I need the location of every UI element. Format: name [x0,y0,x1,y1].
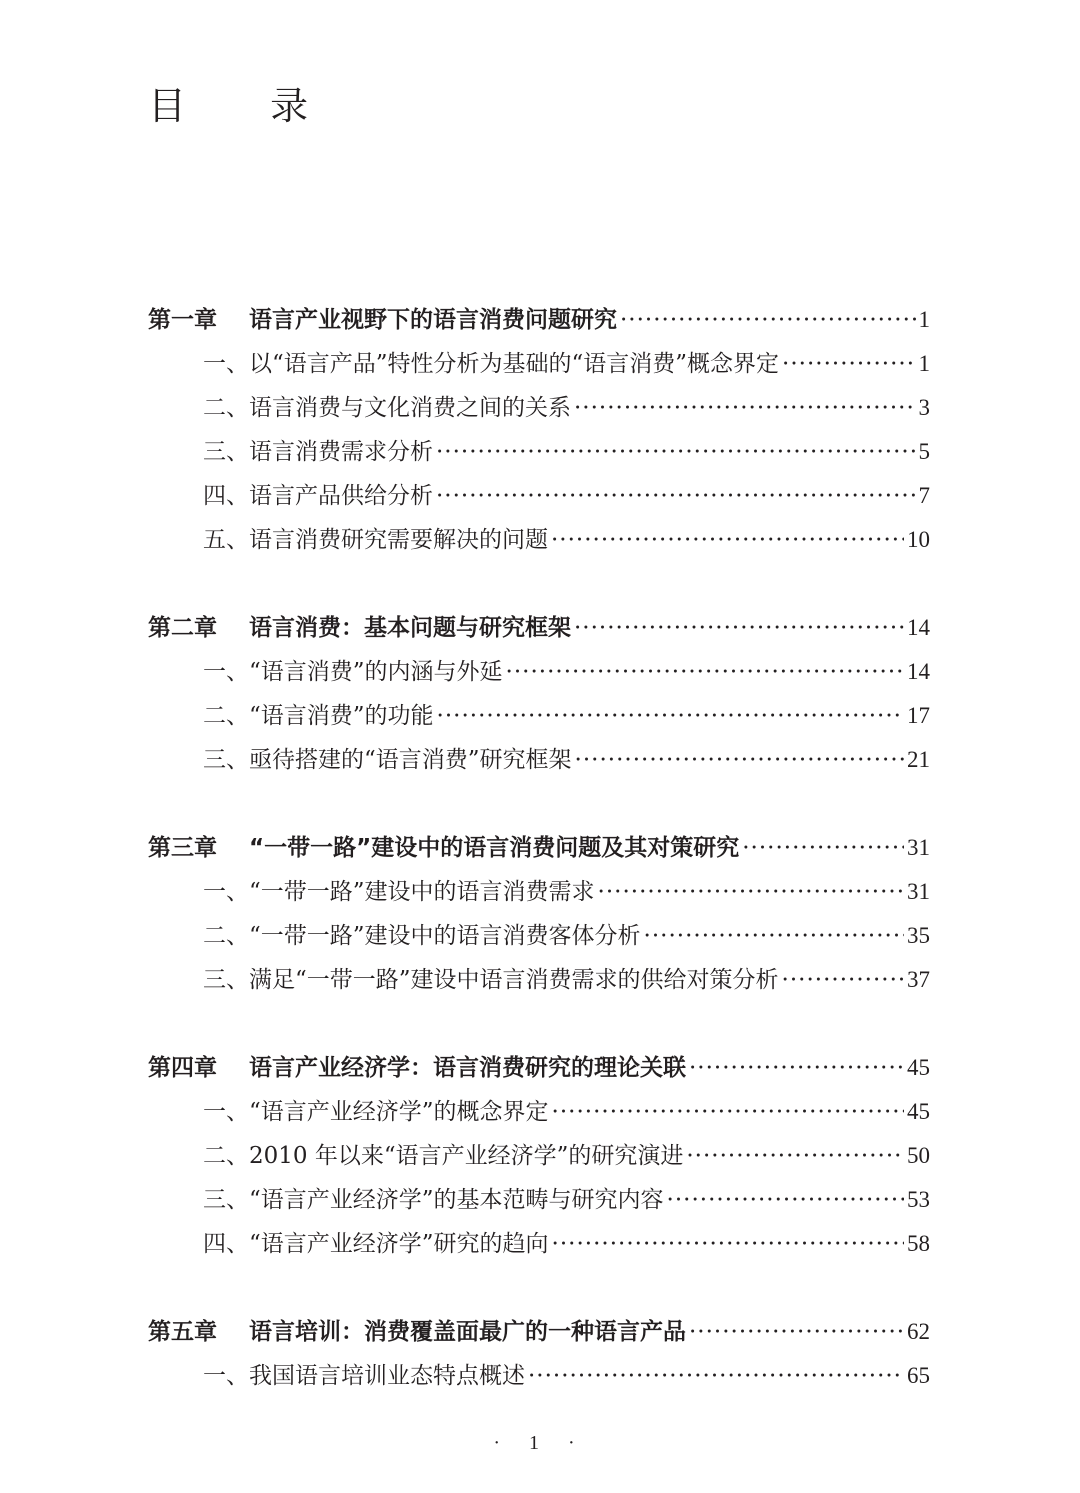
toc-chapter-entry[interactable] [148,606,930,650]
page-number: 35 [907,923,930,948]
page-number: 10 [907,527,930,552]
section-title: 二、“一带一路”建设中的语言消费客体分析 [203,923,641,949]
chapter-title: 语言培训：消费覆盖面最广的一种语言产品 [249,1319,686,1345]
page-number: 1 [918,307,930,332]
chapter-number: 第三章 [148,835,217,861]
chapter-block [148,1046,930,1266]
toc-section-entry[interactable] [148,518,930,562]
page-number: 31 [907,835,930,860]
chapter-title: 语言产业视野下的语言消费问题研究 [249,307,617,333]
dot-leader [528,1354,904,1398]
toc-section-entry[interactable] [148,474,930,518]
dot-leader [551,518,904,562]
page-number: 37 [907,967,930,992]
page-number: 58 [907,1231,930,1256]
dot-leader [574,386,916,430]
section-title: 三、满足“一带一路”建设中语言消费需求的供给对策分析 [203,967,779,993]
page-number: 14 [907,615,930,640]
dot-leader [598,870,904,914]
section-title: 四、语言产品供给分析 [203,483,433,509]
section-title: 一、我国语言培训业态特点概述 [203,1363,525,1389]
page-number: 45 [907,1099,930,1124]
section-title: 二、2010 年以来“语言产业经济学”的研究演进 [203,1143,684,1169]
toc-section-entry[interactable] [148,914,930,958]
dot-leader [575,738,904,782]
toc-section-entry[interactable] [148,342,930,386]
chapter-title: 语言产业经济学：语言消费研究的理论关联 [249,1055,686,1081]
section-title: 一、“语言产业经济学”的概念界定 [203,1099,549,1125]
page-number: 53 [907,1187,930,1212]
dot-leader [436,430,916,474]
toc-section-entry[interactable] [148,1354,930,1398]
dot-leader [437,694,904,738]
dot-leader [644,914,904,958]
section-title: 四、“语言产业经济学”研究的趋向 [203,1231,549,1257]
page-number: 31 [907,879,930,904]
toc-section-entry[interactable] [148,386,930,430]
toc-section-entry[interactable] [148,738,930,782]
page-number: 50 [907,1143,930,1168]
toc-chapter-entry[interactable] [148,826,930,870]
page-number: 45 [907,1055,930,1080]
toc-section-entry[interactable] [148,430,930,474]
page-number: 5 [918,439,930,464]
chapter-title: “一带一路”建设中的语言消费问题及其对策研究 [249,835,740,861]
dot-leader [667,1178,904,1222]
page-number: 17 [907,703,930,728]
dot-leader [506,650,904,694]
page-number: 3 [918,395,930,420]
toc-section-entry[interactable] [148,958,930,1002]
dot-leader [689,1310,904,1354]
dot-leader [574,606,904,650]
dot-leader [782,958,904,1002]
section-title: 一、“语言消费”的内涵与外延 [203,659,503,685]
section-title: 三、亟待搭建的“语言消费”研究框架 [203,747,572,773]
toc-section-entry[interactable] [148,1134,930,1178]
toc-section-entry[interactable] [148,694,930,738]
section-title: 一、以“语言产品”特性分析为基础的“语言消费”概念界定 [203,351,780,377]
chapter-number: 第二章 [148,615,217,641]
toc-chapter-entry[interactable] [148,1310,930,1354]
dot-leader [742,826,904,870]
table-of-contents [148,298,930,1442]
section-title: 三、语言消费需求分析 [203,439,433,465]
chapter-title: 语言消费：基本问题与研究框架 [249,615,571,641]
chapter-block [148,1310,930,1398]
chapter-number: 第五章 [148,1319,217,1345]
dot-leader [689,1046,904,1090]
dot-leader [436,474,916,518]
toc-section-entry[interactable] [148,1090,930,1134]
toc-section-entry[interactable] [148,1178,930,1222]
section-title: 一、“一带一路”建设中的语言消费需求 [203,879,595,905]
section-title: 三、“语言产业经济学”的基本范畴与研究内容 [203,1187,664,1213]
chapter-number: 第一章 [148,307,217,333]
page-title: 目 录 [148,84,345,128]
footer-page-number: · 1 · [493,1432,587,1454]
toc-section-entry[interactable] [148,870,930,914]
page-number: 62 [907,1319,930,1344]
toc-chapter-entry[interactable] [148,1046,930,1090]
dot-leader [552,1222,904,1266]
page-number: 65 [907,1363,930,1388]
dot-leader [552,1090,904,1134]
section-title: 二、语言消费与文化消费之间的关系 [203,395,571,421]
page-number: 7 [918,483,930,508]
toc-chapter-entry[interactable] [148,298,930,342]
dot-leader [620,298,916,342]
chapter-block [148,298,930,562]
chapter-number: 第四章 [148,1055,217,1081]
page-number: 1 [918,351,930,376]
dot-leader [782,342,915,386]
toc-section-entry[interactable] [148,650,930,694]
page-number: 21 [907,747,930,772]
dot-leader [686,1134,904,1178]
section-title: 二、“语言消费”的功能 [203,703,434,729]
page-number: 14 [907,659,930,684]
toc-section-entry[interactable] [148,1222,930,1266]
chapter-block [148,826,930,1002]
chapter-block [148,606,930,782]
section-title: 五、语言消费研究需要解决的问题 [203,527,548,553]
